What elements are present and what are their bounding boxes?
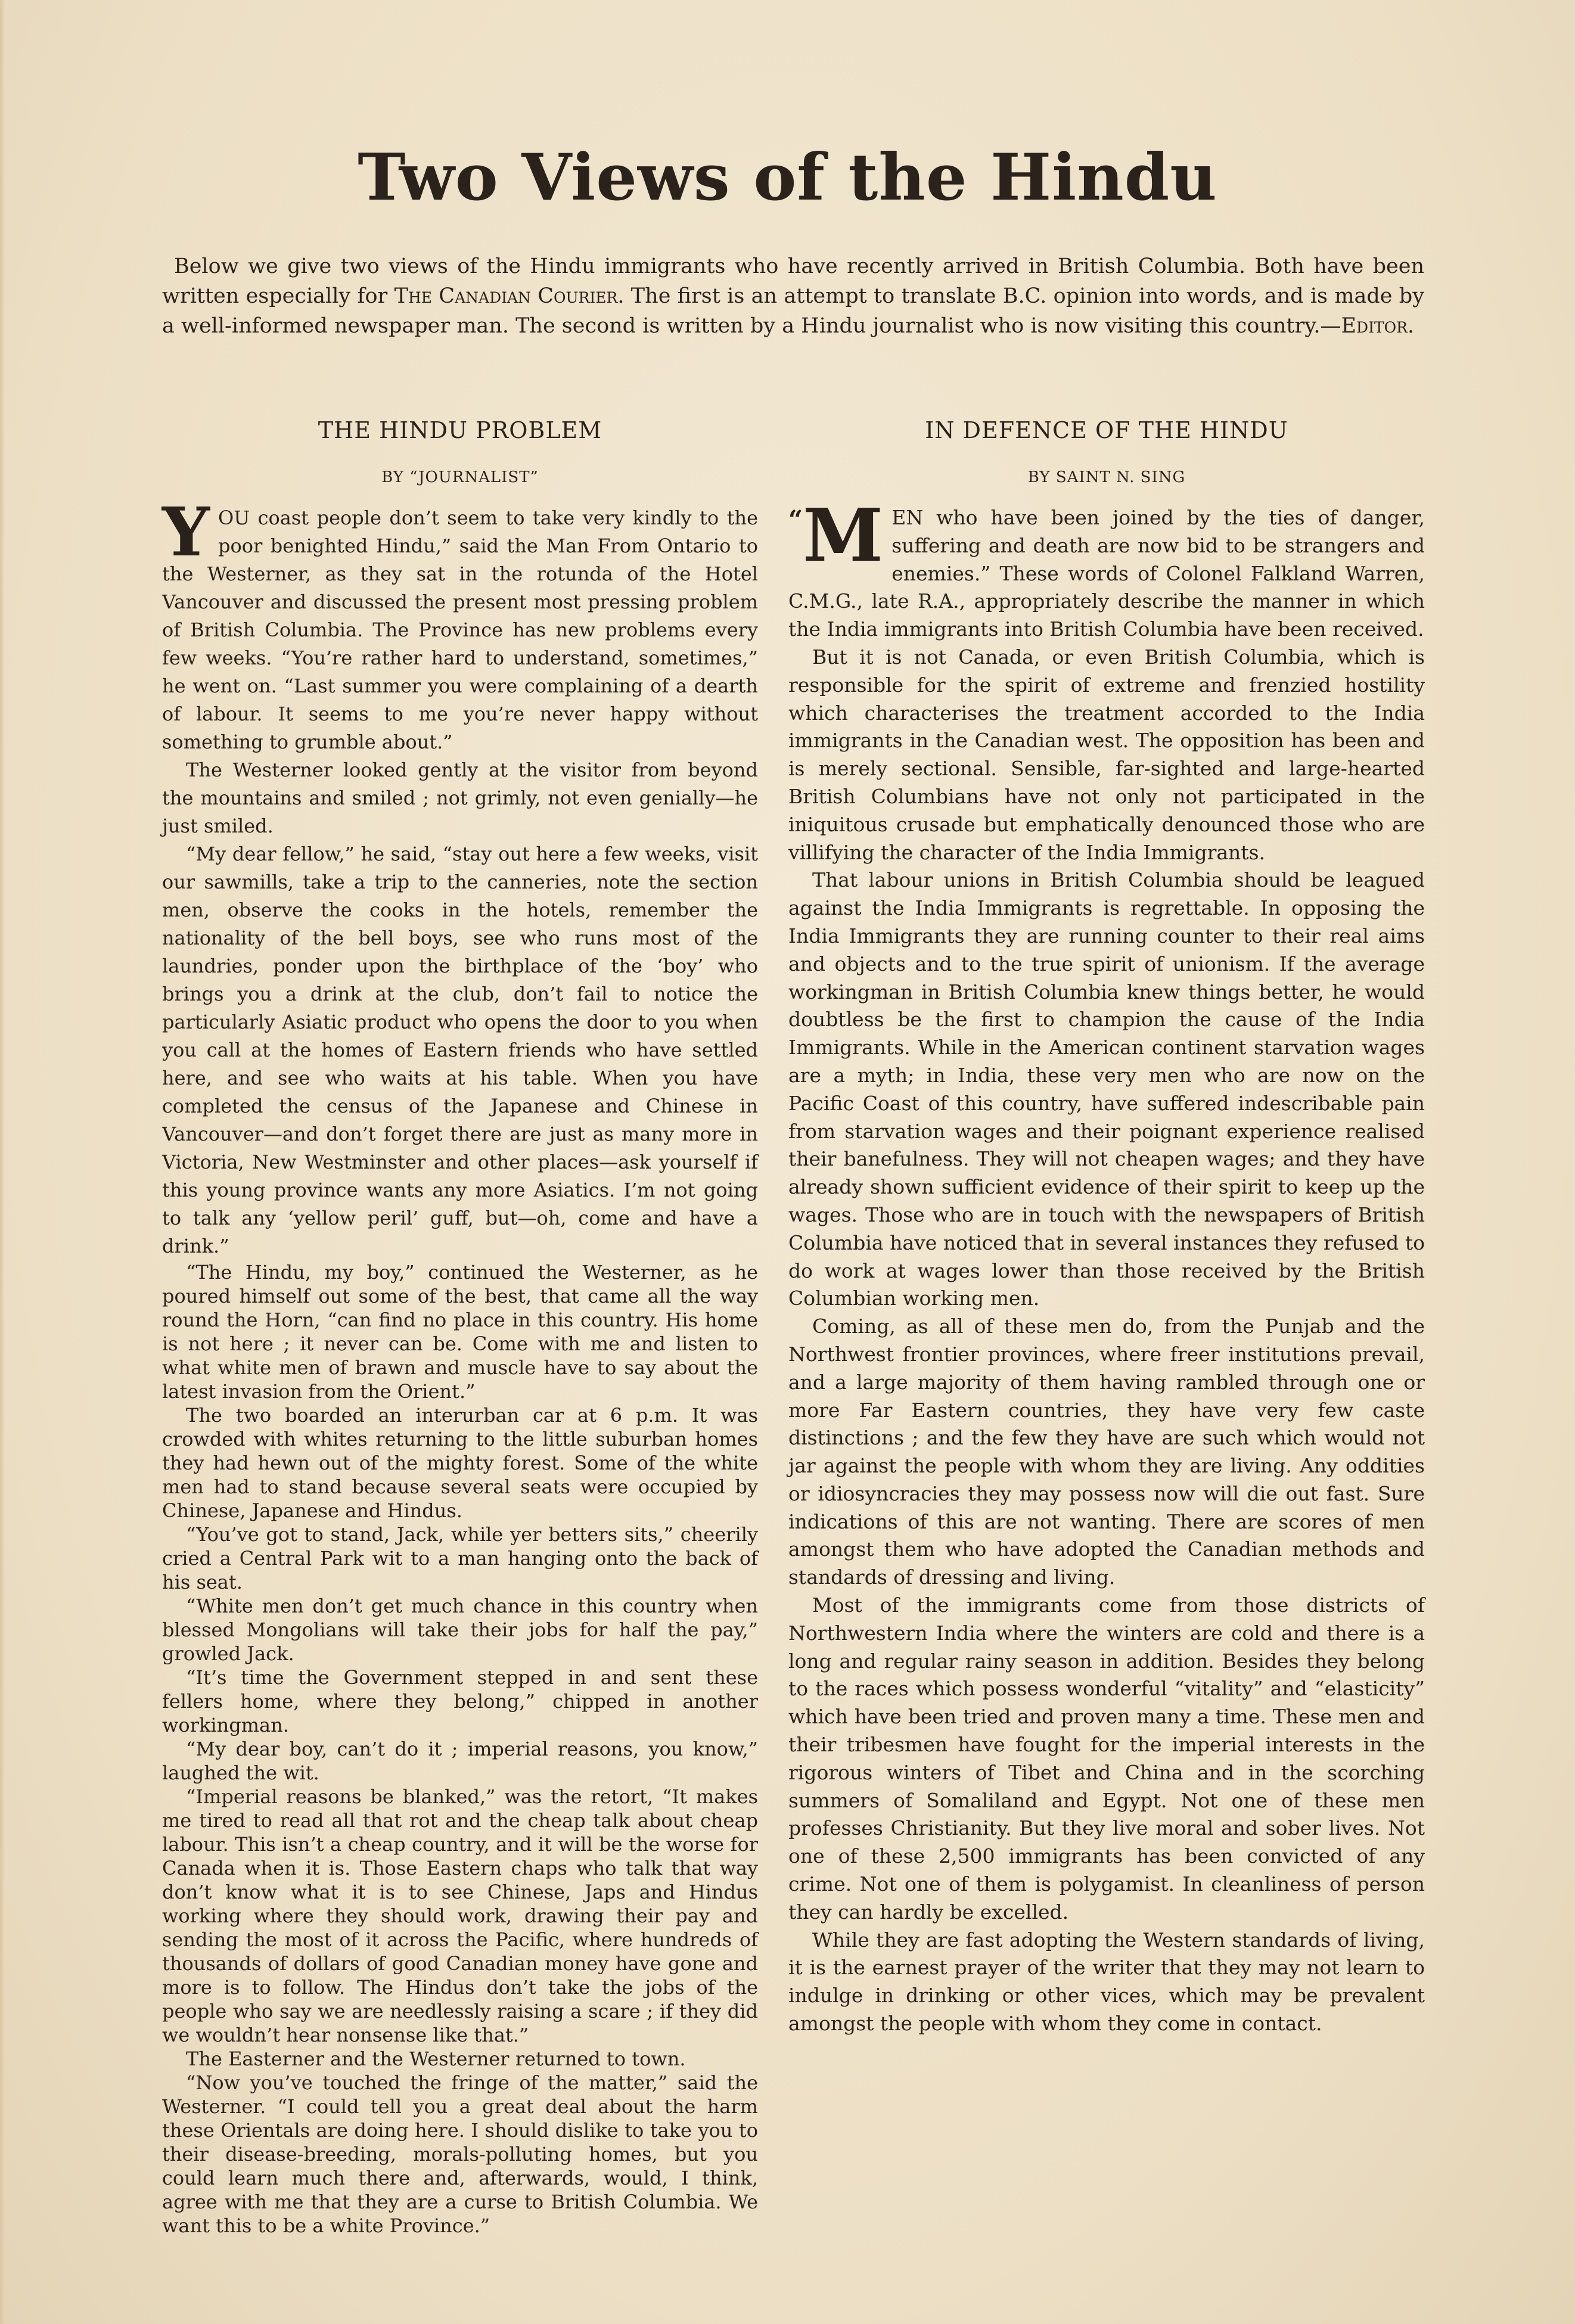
page-edge-shadow [0, 0, 5, 2324]
left-paragraph: “White men don’t get much chance in this country when blessed Mongolians will take their jobs for half the pay,” growled Jack. [162, 1595, 758, 1665]
opening-quote-mark: “ [788, 505, 803, 534]
editor-signoff: Editor. [1341, 314, 1415, 338]
right-drop-cap-letter: M [803, 492, 884, 578]
left-paragraph: The two boarded an interurban car at 6 p.m. It was crowded with whites returning to the little suburban homes they had hewn out of the mighty forest. Some of the white men had to stand because several seats were occupied by Chinese, Japanese and Hindus. [162, 1404, 758, 1522]
left-paragraph: “My dear boy, can’t do it ; imperial reasons, you know,” laughed the wit. [162, 1738, 758, 1784]
article-title: Two Views of the Hindu [358, 140, 1217, 215]
left-first-paragraph [162, 493, 758, 756]
right-article-byline: BY SAINT N. SING [1027, 468, 1186, 486]
left-paragraph: “Imperial reasons be blanked,” was the retort, “It makes me tired to read all that rot and the cheap talk about cheap labour. This isn’t a cheap country, and it will be the worse for Canada when it is. Those Eastern chaps who talk that way don’t know what it is to see Chinese, Japs and Hindus working where they should work, drawing their pay and sending the most of it across the Pacific, where hundreds of thousands of dollars of good Canadian money have gone and more is to follow. The Hindus don’t take the jobs of the people who say we are needlessly raising a scare ; if they did we wouldn’t hear nonsense like that.” [162, 1785, 758, 2046]
right-article-body [788, 492, 1425, 2038]
right-paragraph: But it is not Canada, or even British Columbia, which is responsible for the spirit of extreme and frenzied hostility which characterises the treatment accorded to the India immigrants in the Canadian west. The opposition has been and is merely sectional. Sensible, far-sighted and large-hearted British Columbians have not only not participated in the iniquitous crusade but emphatically denounced those who are villifying the character of the India Immigrants. [788, 645, 1425, 864]
left-column-article [162, 417, 758, 2238]
left-paragraph: The Easterner and the Westerner returned to town. [186, 2048, 686, 2070]
right-paragraph: Most of the immigrants come from those districts of Northwestern India where the winters are cold and there is a long and regular rainy season in addition. Besides they belong to the races which possess wonderful “vitality” and “elasticity” which have been tried and proven many a time. These men and their tribesmen have fought for the imperial interests in the rigorous winters of Tibet and China and in the scorching summers of Somaliland and Egypt. Not one of these men professes Christianity. But they live moral and sober lives. Not one of these 2,500 immigrants has been convicted of any crime. Not one of them is polygamist. In cleanliness of person they can hardly be excelled. [788, 1593, 1425, 1924]
right-first-paragraph [788, 492, 1425, 644]
left-article-heading: THE HINDU PROBLEM [318, 417, 602, 443]
right-article-heading: IN DEFENCE OF THE HINDU [925, 417, 1288, 443]
right-paragraph: That labour unions in British Columbia should be leagued against the India Immigrants is regrettable. In opposing the India Immigrants they are running counter to their real aims and objects and to the true spirit of unionism. If the average workingman in British Columbia knew things better, he would doubtless be the first to champion the cause of the India Immigrants. While in the American continent starvation wages are a myth; in India, these very men who are now on the Pacific Coast of this country, have suffered indescribable pain from starvation wages and their poignant experience realised their banefulness. They will not cheapen wages; and they have already shown sufficient evidence of their spirit to keep up the wages. Those who are in touch with the newspapers of British Columbia have noticed that in several instances they refused to do work at wages lower than those received by the British Columbian working men. [788, 868, 1425, 1310]
left-drop-cap: Y [162, 493, 210, 571]
left-paragraph: “My dear fellow,” he said, “stay out here a few weeks, visit our sawmills, take a trip to the canneries, note the section men, observe the cooks in the hotels, remember the nationality of the bell boys, see who runs most of the laundries, ponder upon the birthplace of the ‘boy’ who brings you a drink at the club, don’t fail to notice the particularly Asiatic product who opens the door to you when you call at the homes of Eastern friends who have settled here, and see who waits at his table. When you have completed the census of the Japanese and Chinese in Vancouver—and don’t forget there are just as many more in Victoria, New Westminster and other places—ask yourself if this young province wants any more Asiatics. I’m not going to talk any ‘yellow peril’ guff, but—oh, come and have a drink.” [162, 843, 758, 1257]
left-first-paragraph-text: OU coast people don’t seem to take very kindly to the poor benighted Hindu,” said the Man From Ontario to the Westerner, as they sat in the rotunda of the Hotel Vancouver and discussed the present most pressing problem of British Columbia. The Province has new problems every few weeks. “You’re rather hard to understand, sometimes,” he went on. “Last summer you were complaining of a dearth of labour. It seems to me you’re never happy without something to grumble about.” [162, 507, 758, 753]
right-paragraph: Coming, as all of these men do, from the Punjab and the Northwest frontier provinces, where freer institutions prevail, and a large majority of them having rambled through one or more Far Eastern countries, they have very few caste distinctions ; and the few they have are such which would not jar against the people with whom they are living. Any oddities or idiosyncracies they may possess now will die out fast. Sure indications of this are not wanting. There are scores of men amongst them who have adopted the Canadian methods and standards of dressing and living. [788, 1315, 1425, 1589]
left-paragraph: “It’s time the Government stepped in and sent these fellers home, where they belong,” chipped in another workingman. [162, 1666, 758, 1736]
left-paragraph: “You’ve got to stand, Jack, while yer betters sits,” cheerily cried a Central Park wit to a man hanging onto the back of his seat. [162, 1523, 758, 1593]
publication-name: The Canadian Courier [394, 284, 618, 308]
intro-text-start: Below we give two views of the Hindu immigrants who have recently arrived in British Columbia. Both have been written especially for [162, 254, 1424, 308]
intro-text-end: . The first is an attempt to translate B.C. opinion into words, and is made by a well-informed newspaper man. The second is written by a Hindu journalist who is now visiting this country.— [162, 284, 1424, 338]
left-paragraph: “Now you’ve touched the fringe of the matter,” said the Westerner. “I could tell you a great deal about the harm these Orientals are doing here. I should dislike to take you to their disease-breeding, morals-polluting homes, but you could learn much there and, afterwards, would, I think, agree with me that they are a curse to British Columbia. We want this to be a white Province.” [162, 2071, 758, 2237]
right-column-article [788, 417, 1425, 2038]
left-article-byline: BY “JOURNALIST” [381, 468, 539, 486]
right-drop-cap [788, 492, 884, 578]
editor-intro [162, 251, 1424, 341]
left-paragraph: The Westerner looked gently at the visitor from beyond the mountains and smiled ; not grimly, not even genially—he just smiled. [162, 759, 758, 837]
right-first-paragraph-text: EN who have been joined by the ties of danger, suffering and death are now bid to be strangers and enemies.” These words of Colonel Falkland Warren, C.M.G., late R.A., appropriately describe the manner in which the India immigrants into British Columbia have been received. [788, 506, 1425, 641]
left-paragraph: “The Hindu, my boy,” continued the Westerner, as he poured himself out some of the best, that came all the way round the Horn, “can find no place in this country. His home is not here ; it never can be. Come with me and listen to what white men of brawn and muscle have to say about the latest invasion from the Orient.” [162, 1261, 758, 1403]
left-article-body [162, 493, 758, 2238]
right-paragraph: While they are fast adopting the Western standards of living, it is the earnest prayer of the writer that they may not learn to indulge in drinking or other vices, which may be prevalent amongst the people with whom they come in contact. [788, 1928, 1425, 2036]
